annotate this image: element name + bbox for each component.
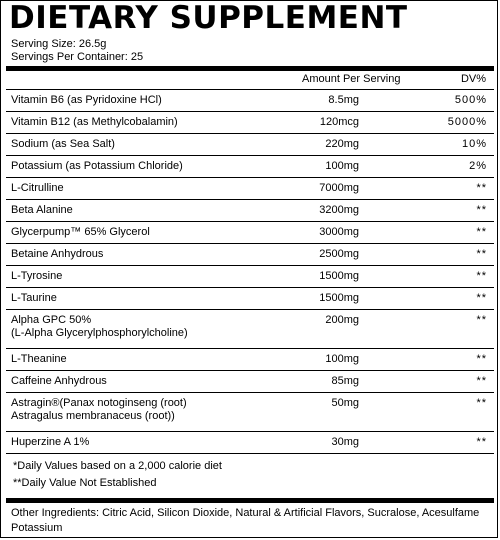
ingredient-daily-value: ** [476,436,487,448]
ingredient-name [11,94,162,107]
ingredient-name-line: Alpha GPC 50% [11,314,92,326]
panel-title: DIETARY SUPPLEMENT [9,0,408,36]
row-divider [6,89,494,90]
ingredient-name [11,116,178,129]
ingredient-amount: 8.5mg [328,94,359,106]
ingredient-name [11,375,107,388]
ingredient-name-line: L-Citrulline [11,182,64,194]
ingredient-name-line: L-Tyrosine [11,270,63,282]
row-divider [6,265,494,266]
ingredient-daily-value: ** [476,314,487,326]
ingredient-name [11,292,57,305]
ingredient-name-line: Glycerpump™ 65% Glycerol [11,226,150,238]
ingredient-name-line: Betaine Anhydrous [11,248,104,260]
table-row [6,204,494,221]
ingredient-name [11,270,62,283]
ingredient-name-line: Vitamin B12 (as Methylcobalamin) [11,116,178,128]
ingredient-amount: 3200mg [319,204,359,216]
table-row [6,353,494,370]
footnote: *Daily Values based on a 2,000 calorie diet [13,460,222,472]
row-divider [6,392,494,393]
row-divider [6,431,494,432]
ingredient-name [11,248,103,261]
ingredient-amount: 100mg [325,353,359,365]
ingredient-daily-value: ** [476,353,487,365]
table-row [6,270,494,287]
ingredient-amount: 100mg [325,160,359,172]
amount-column-header: Amount Per Serving [302,73,401,85]
ingredient-name [11,436,89,449]
ingredient-amount: 220mg [325,138,359,150]
ingredient-name-line: Caffeine Anhydrous [11,375,107,387]
table-row [6,436,494,453]
table-row [6,138,494,155]
table-row [6,248,494,265]
ingredient-name-line: L-Theanine [11,353,67,365]
ingredient-amount: 50mg [331,397,359,409]
table-row [6,397,494,431]
ingredient-name [11,160,183,173]
footnote: **Daily Value Not Established [13,477,157,489]
row-divider [6,348,494,349]
header-thick-rule [6,66,494,71]
ingredient-daily-value: ** [476,270,487,282]
ingredient-name-line: Beta Alanine [11,204,73,216]
serving-size: Serving Size: 26.5g [11,38,107,50]
table-row [6,314,494,348]
row-divider [6,243,494,244]
table-row [6,375,494,392]
row-divider [6,221,494,222]
ingredient-daily-value: ** [476,375,487,387]
table-row [6,116,494,133]
ingredient-name [11,353,67,366]
row-divider [6,199,494,200]
servings-per-container: Servings Per Container: 25 [11,51,144,63]
ingredient-daily-value: ** [476,248,487,260]
table-row [6,292,494,309]
ingredient-name [11,182,64,195]
table-row [6,226,494,243]
ingredient-name [11,397,187,423]
ingredient-name [11,138,115,151]
ingredient-daily-value: 2% [469,160,487,172]
ingredient-amount: 30mg [331,436,359,448]
ingredient-daily-value: ** [476,204,487,216]
ingredient-name-line: (L-Alpha Glycerylphosphorylcholine) [11,327,188,339]
ingredient-name-line: Huperzine A 1% [11,436,90,448]
ingredient-daily-value: ** [476,292,487,304]
ingredient-name [11,314,188,340]
ingredient-name-line: Astragalus membranaceus (root)) [11,410,175,422]
ingredient-daily-value: ** [476,182,487,194]
ingredient-daily-value: 5000% [447,116,487,128]
row-divider [6,111,494,112]
ingredient-name-line: Potassium (as Potassium Chloride) [11,160,183,172]
row-divider [6,177,494,178]
row-divider [6,287,494,288]
ingredient-amount: 3000mg [319,226,359,238]
ingredient-name-line: Vitamin B6 (as Pyridoxine HCl) [11,94,162,106]
ingredient-amount: 200mg [325,314,359,326]
dv-column-header: DV% [460,73,486,85]
ingredient-amount: 2500mg [319,248,359,260]
ingredient-amount: 1500mg [319,292,359,304]
ingredient-name-line: L-Taurine [11,292,57,304]
ingredient-daily-value: ** [476,226,487,238]
table-row [6,94,494,111]
table-row [6,182,494,199]
row-divider [6,133,494,134]
ingredient-amount: 1500mg [319,270,359,282]
ingredient-daily-value: 500% [454,94,487,106]
row-divider [6,370,494,371]
table-row [6,160,494,177]
row-divider [6,155,494,156]
ingredient-name-line: Astragin®(Panax notoginseng (root) [11,397,187,409]
ingredient-daily-value: ** [476,397,487,409]
ingredient-name [11,204,73,217]
ingredient-amount: 85mg [331,375,359,387]
ingredient-daily-value: 10% [461,138,487,150]
ingredient-amount: 7000mg [319,182,359,194]
ingredient-name [11,226,150,239]
other-ingredients: Other Ingredients: Citric Acid, Silicon Dioxide, Natural & Artificial Flavors, Sucralose, Acesulfame Potassium [11,507,480,534]
ingredient-name-line: Sodium (as Sea Salt) [11,138,115,150]
row-divider [6,453,494,454]
footer-thick-rule [6,498,494,503]
ingredient-amount: 120mcg [319,116,359,128]
row-divider [6,309,494,310]
